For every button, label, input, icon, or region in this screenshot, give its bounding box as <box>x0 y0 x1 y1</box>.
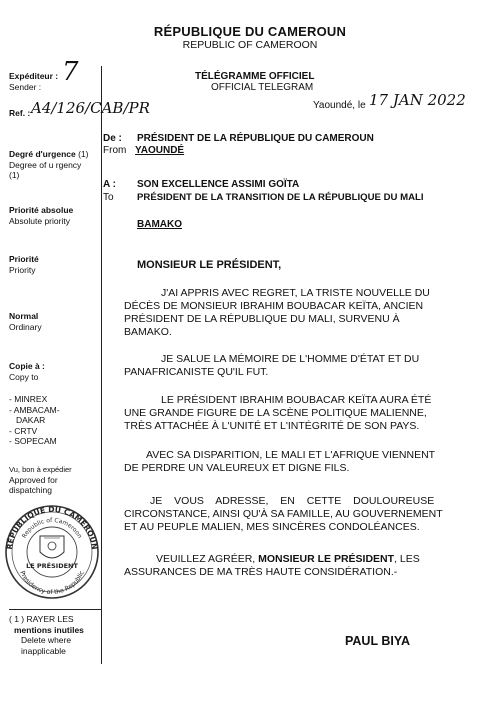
paragraph-line: JE VOUS ADRESSE, EN CETTE DOULOUREUSE <box>150 495 435 507</box>
to-title: PRÉSIDENT DE LA TRANSITION DE LA RÉPUBLIQUE DU MALI <box>137 192 424 203</box>
from-value: PRÉSIDENT DE LA RÉPUBLIQUE DU CAMEROUN <box>137 133 374 144</box>
sender-block <box>9 71 58 92</box>
to-label-fr: A : <box>103 179 116 190</box>
seal-bottom-text: Presidency of the Republic <box>18 569 86 597</box>
to-label-en: To <box>103 192 114 203</box>
paragraph-line: LE PRÉSIDENT IBRAHIM BOUBACAR KEÏTA AURA ÉTÉ <box>161 394 432 406</box>
absolute-priority-block: Priorité absolue Absolute priority <box>9 205 74 226</box>
paragraph-line: ASSURANCES DE MA TRÈS HAUTE CONSIDÉRATION.- <box>124 566 398 578</box>
paragraph-line: TRÈS ATTACHÉE À L'UNITÉ ET L'INTÉGRITÉ DE SON PAYS. <box>124 420 420 432</box>
salutation: MONSIEUR LE PRÉSIDENT, <box>137 259 282 271</box>
paragraph-line: J'AI APPRIS AVEC REGRET, LA TRISTE NOUVELLE DU <box>161 287 430 299</box>
copy-recipient: - SOPECAM <box>9 436 57 446</box>
footnote-block: ( 1 ) RAYER LES mentions inutiles Delete where inapplicable <box>9 614 84 656</box>
paragraph-line: BAMAKO. <box>124 326 172 338</box>
to-addressee: SON EXCELLENCE ASSIMI GOÏTA <box>137 179 300 190</box>
paragraph-line: JE SALUE LA MÉMOIRE DE L'HOMME D'ÉTAT ET DU <box>161 353 420 365</box>
sender-label-fr: Expéditeur : <box>9 71 59 81</box>
paragraph-line: PRÉSIDENT DE LA RÉPUBLIQUE DU MALI, SURVENU À <box>124 313 400 325</box>
ref-handwritten: A4/126/CAB/PR <box>31 99 150 117</box>
copy-recipient: - CRTV <box>9 425 38 436</box>
seal-emblem-icon <box>40 536 64 558</box>
seal-inner-text: Republic of Cameroon <box>20 516 84 540</box>
copy-to-block: Copie à : Copy to - MINREX - AMBACAM- DAKAR - CRTV - SOPECAM <box>9 361 60 446</box>
closing-line: VEUILLEZ AGRÉER, MONSIEUR LE PRÉSIDENT, LES <box>156 553 420 565</box>
paragraph-line: DÉCÈS DE MONSIEUR IBRAHIM BOUBACAR KEÏTA, ANCIEN <box>124 300 424 312</box>
paragraph-line: CIRCONSTANCE, AINSI QU'À SA FAMILLE, AU GOUVERNEMENT <box>124 508 443 520</box>
republic-header-fr: RÉPUBLIQUE DU CAMEROUN <box>153 24 347 39</box>
from-label-en: From <box>103 145 127 156</box>
place-label: Yaoundé, le <box>313 100 366 111</box>
copy-recipient: - MINREX <box>9 394 48 404</box>
telegram-title-fr: TÉLÉGRAMME OFFICIEL <box>195 71 315 82</box>
paragraph-line: UNE GRANDE FIGURE DE LA SCÈNE POLITIQUE MALIENNE, <box>124 407 427 419</box>
sender-label-en: Sender : <box>9 81 42 92</box>
priority-block: Priorité Priority <box>9 254 39 275</box>
republic-header-en: REPUBLIC OF CAMEROON <box>182 39 318 51</box>
signature: PAUL BIYA <box>345 634 411 648</box>
from-city: YAOUNDÉ <box>135 145 185 156</box>
ref-label: Ref. : <box>9 108 31 118</box>
ordinary-block: Normal Ordinary <box>9 311 42 332</box>
from-label-fr: De : <box>103 133 122 144</box>
date-stamp: 17 JAN 2022 <box>369 91 466 109</box>
paragraph-line: DE PERDRE UN VALEUREUX ET DIGNE FILS. <box>124 462 350 474</box>
seal-outer-text: RÉPUBLIQUE DU CAMEROUN <box>5 504 100 551</box>
copy-recipient: DAKAR <box>16 415 46 425</box>
approval-block: Vu, bon à expédier Approved for dispatching <box>9 465 72 495</box>
copy-recipient: - AMBACAM- <box>9 404 60 415</box>
paragraph-line: AVEC SA DISPARITION, LE MALI ET L'AFRIQUE VIENNENT <box>146 449 436 461</box>
sender-handwritten: 7 <box>62 57 79 87</box>
column-divider <box>101 66 102 664</box>
paragraph-line: ET AU PEUPLE MALIEN, MES SINCÈRES CONDOLÉANCES. <box>124 521 420 533</box>
urgency-block: Degré d'urgence (1) Degree of u rgency (1) <box>9 149 89 180</box>
bottom-rule <box>9 609 101 610</box>
presidential-seal <box>4 500 100 604</box>
telegram-title-en: OFFICIAL TELEGRAM <box>211 82 314 93</box>
paragraph-line: PANAFRICANISTE QU'IL FUT. <box>124 366 269 378</box>
to-city: BAMAKO <box>137 219 182 230</box>
seal-center-text: LE PRÉSIDENT <box>26 562 78 570</box>
